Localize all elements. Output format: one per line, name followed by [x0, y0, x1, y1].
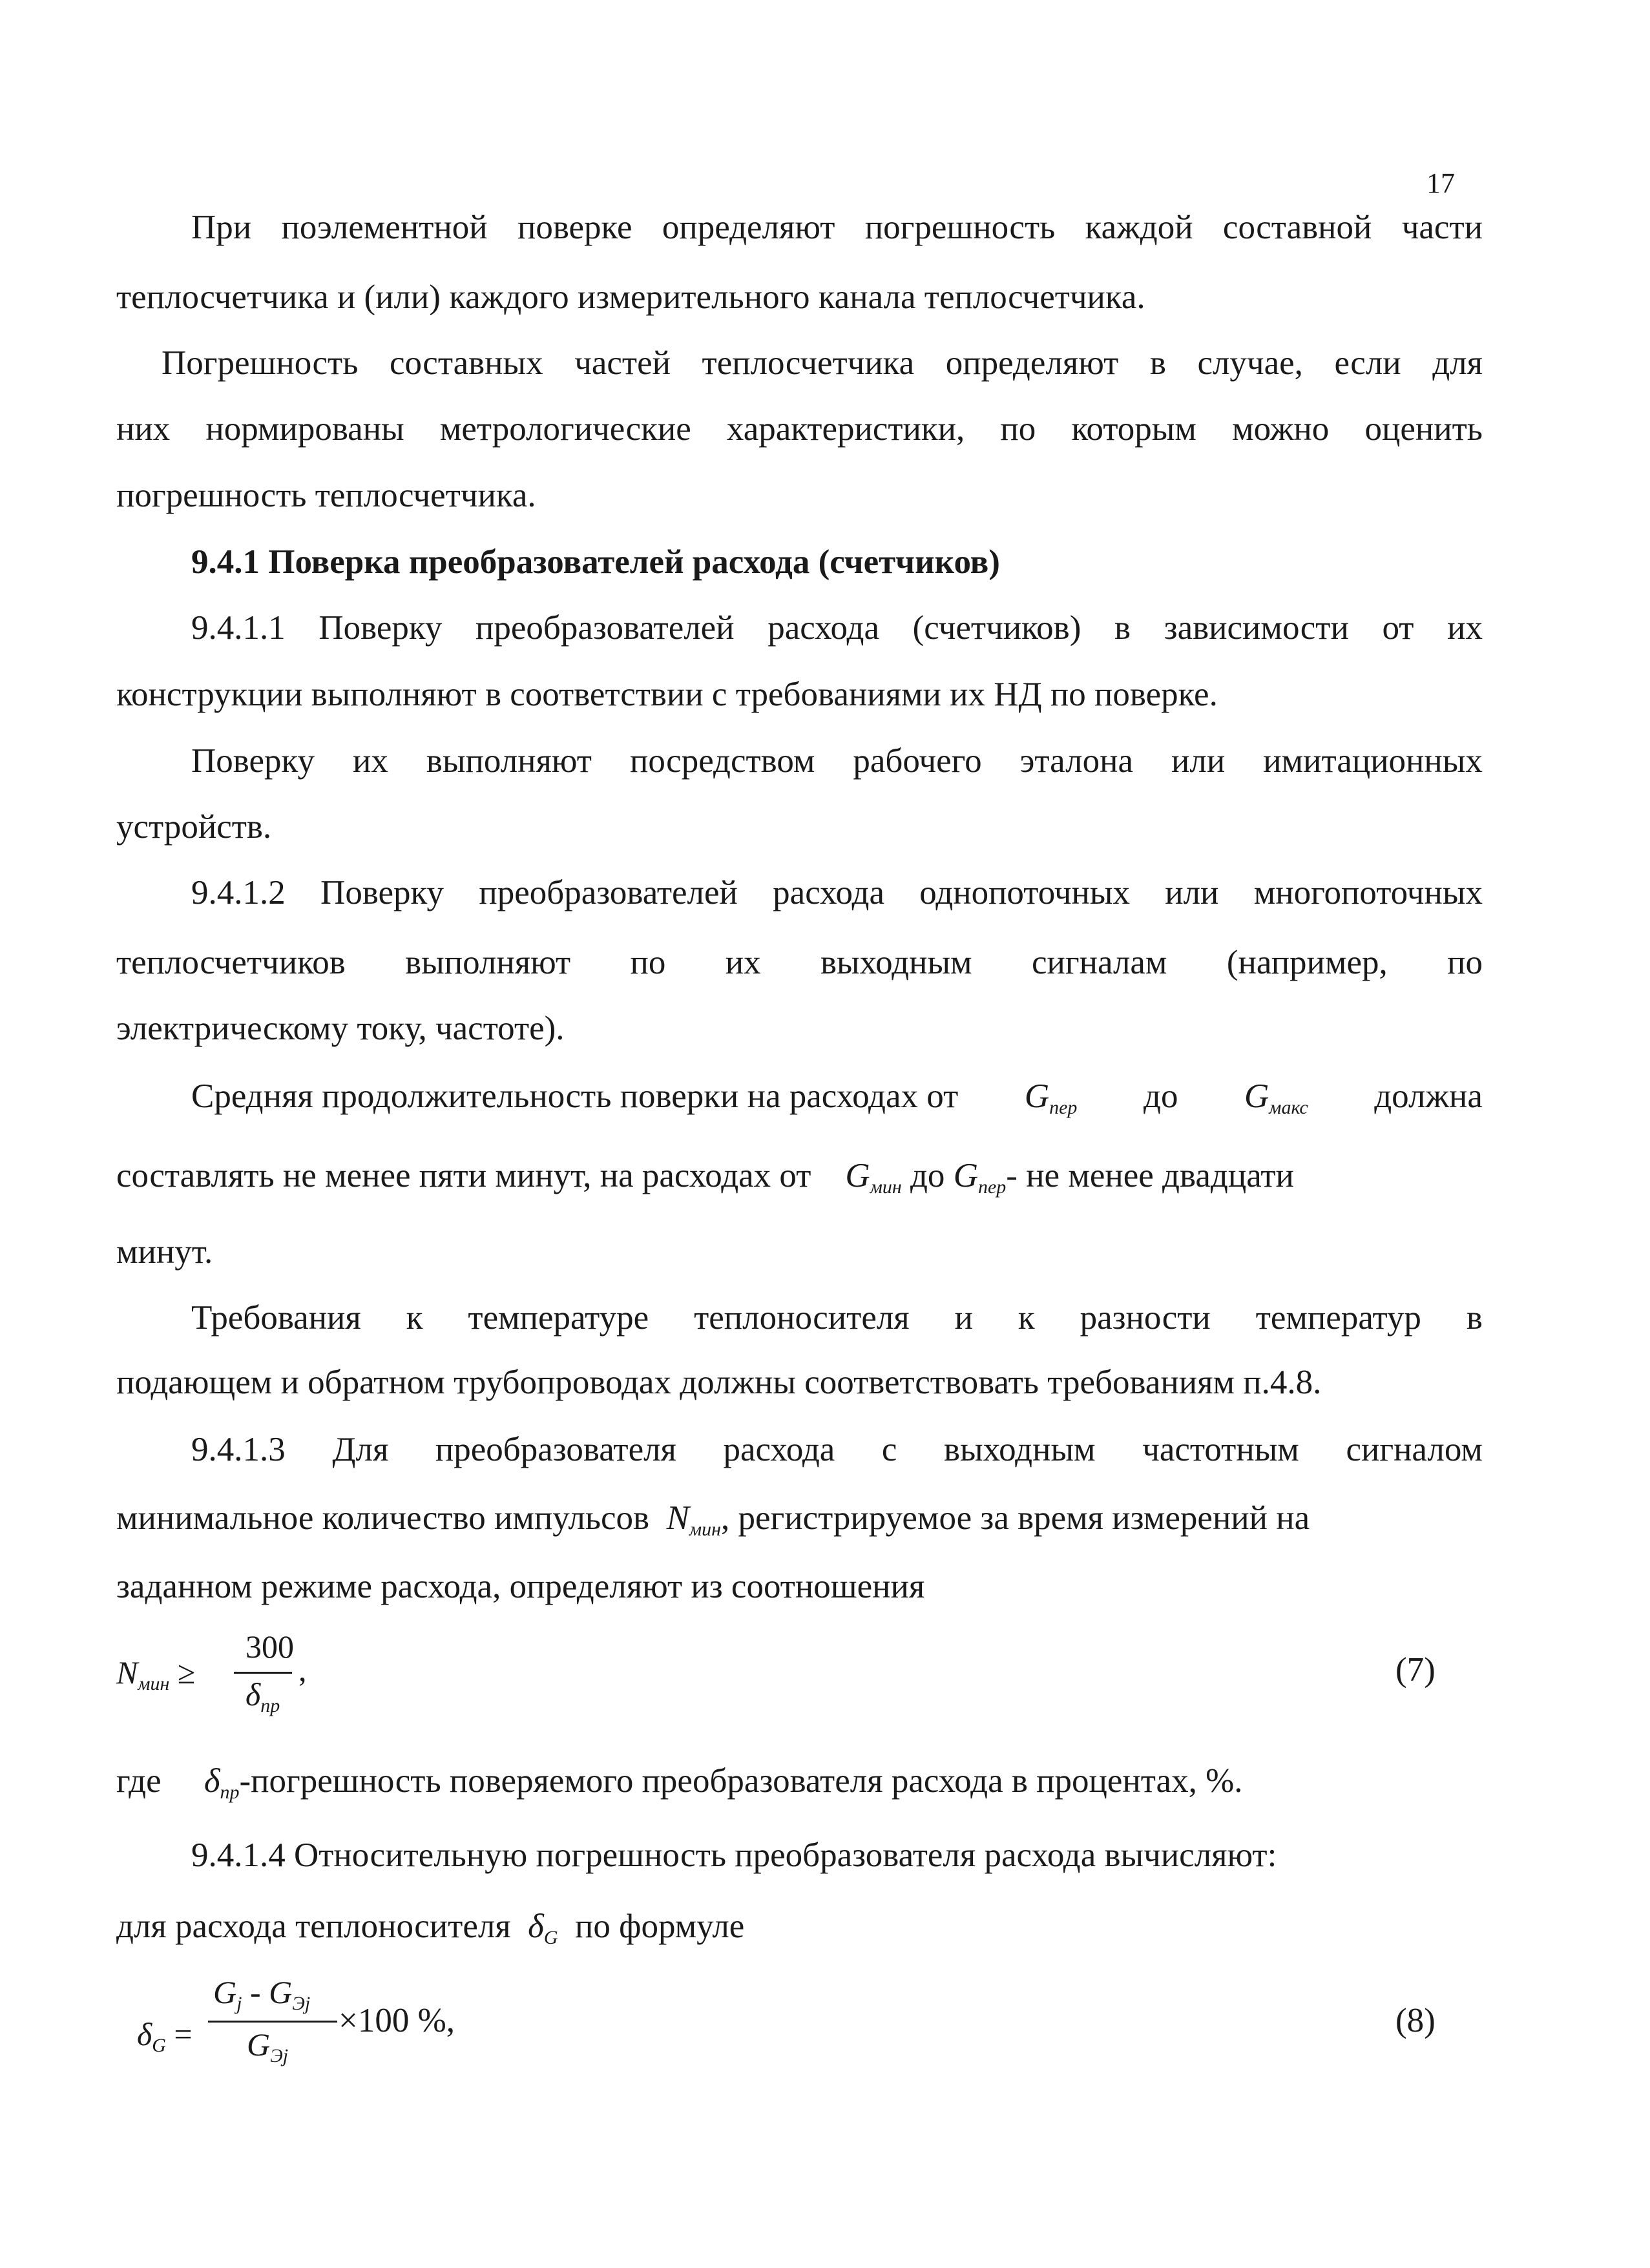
g-per-symbol-2 [953, 1157, 1007, 1198]
word: к [406, 1299, 423, 1337]
word: метрологические [439, 410, 691, 448]
subscript: мин [689, 1519, 721, 1540]
subscript: пр [260, 1695, 280, 1716]
symbol: G [953, 1157, 978, 1194]
word: 9.4.1.3 [191, 1431, 286, 1468]
symbol: - G [242, 1974, 293, 2010]
word: посредством [629, 742, 815, 780]
word: в [1149, 344, 1166, 382]
word: каждой [1085, 209, 1193, 246]
formula-7-tail: , [298, 1652, 307, 1688]
p2-line-3: погрешность теплосчетчика. [116, 477, 536, 514]
p5-line-2 [116, 942, 1483, 983]
word: расхода [773, 874, 884, 911]
word: где [116, 1762, 162, 1800]
page-number: 17 [1426, 167, 1455, 199]
word: и [954, 1299, 973, 1337]
word: теплосчетчиков [116, 944, 346, 981]
subscript: Эj [270, 2045, 289, 2066]
word: 9.4.1.2 [191, 874, 286, 911]
symbol: δ [528, 1908, 544, 1945]
word: поэлементной [281, 209, 488, 246]
symbol: G [213, 1974, 237, 2010]
equation-number-7: (7) [1395, 1651, 1436, 1689]
delta-g-symbol [528, 1908, 558, 1948]
word: (например, [1226, 944, 1388, 981]
word: которым [1071, 410, 1196, 448]
text-run: составлять не менее пяти минут, на расходах от [116, 1157, 811, 1194]
p6-line-1 [191, 1076, 1483, 1129]
word: по [1000, 410, 1036, 448]
p9-line-2 [116, 1906, 744, 1959]
word: частотным [1142, 1431, 1299, 1468]
word: теплосчетчика [702, 344, 915, 382]
p4-line-1 [191, 740, 1483, 782]
word: расхода [723, 1431, 835, 1468]
fraction-bar [208, 2021, 337, 2023]
formula-7-numerator: 300 [245, 1628, 294, 1665]
symbol: G [247, 2026, 271, 2063]
text-run: минимальное количество импульсов [116, 1499, 650, 1537]
word: случае, [1197, 344, 1303, 382]
subscript: макс [1269, 1097, 1308, 1118]
word: Погрешность [162, 344, 359, 382]
p9-line-1: 9.4.1.4 Относительную погрешность преобразователя расхода вычисляют: [191, 1836, 1277, 1874]
g-per-symbol [1025, 1076, 1078, 1129]
word: имитационных [1263, 742, 1483, 780]
g-min-symbol [845, 1157, 902, 1198]
word: для [1432, 344, 1483, 382]
word: с [881, 1431, 897, 1468]
word: разности [1080, 1299, 1211, 1337]
subscript: пер [977, 1176, 1007, 1198]
n-min-symbol [666, 1499, 721, 1540]
word: выполняют [405, 944, 571, 981]
word: части [1401, 209, 1483, 246]
formula-8-denominator [247, 2026, 288, 2067]
operator: = [174, 2016, 193, 2052]
word: эталона [1019, 742, 1134, 780]
word: по [630, 944, 666, 981]
word: характеристики, [726, 410, 965, 448]
word: или [1171, 742, 1226, 780]
word: до [1143, 1077, 1178, 1115]
word: их [1447, 609, 1483, 647]
formula-8-tail: ×100 %, [339, 2002, 455, 2039]
word: нормированы [205, 410, 404, 448]
symbol: δ [245, 1676, 261, 1712]
formula-7-denominator [245, 1676, 280, 1717]
p8-line-2 [116, 1497, 1310, 1550]
symbol: G [845, 1157, 870, 1194]
word: Поверку [320, 874, 444, 911]
word: выходным [944, 1431, 1096, 1468]
word: от [1382, 609, 1414, 647]
word: теплоносителя [694, 1299, 910, 1337]
word: 9.4.1.1 [191, 609, 286, 647]
word: расхода [768, 609, 879, 647]
g-max-symbol [1244, 1076, 1308, 1129]
word: их [353, 742, 388, 780]
subscript: пер [1049, 1097, 1078, 1118]
word: или [1165, 874, 1219, 911]
p8-line-1 [191, 1429, 1483, 1470]
p1-line-2: теплосчетчика и (или) каждого измерительного канала теплосчетчика. [116, 278, 1145, 316]
subscript: G [152, 2035, 166, 2056]
word: их [725, 944, 761, 981]
subscript: мин [870, 1176, 902, 1198]
p2-line-1 [162, 342, 1483, 384]
symbol: G [1024, 1077, 1050, 1115]
word: Требования [191, 1299, 361, 1337]
symbol: δ [204, 1762, 220, 1800]
text-run: , регистрируемое за время измерений на [720, 1499, 1310, 1537]
text-run: для расхода теплоносителя [116, 1908, 511, 1945]
word: преобразователя [435, 1431, 676, 1468]
word: Для [332, 1431, 389, 1468]
symbol: N [116, 1654, 138, 1691]
word: зависимости [1164, 609, 1349, 647]
p5-line-3: электрическому току, частоте). [116, 1010, 565, 1047]
p3-line-2: конструкции выполняют в соответствии с требованиями их НД по поверке. [116, 676, 1218, 713]
p6-line-2 [116, 1155, 1483, 1208]
subscript: мин [138, 1673, 170, 1694]
section-heading: 9.4.1 Поверка преобразователей расхода (счетчиков) [191, 543, 1000, 581]
word: Поверку [319, 609, 443, 647]
p2-line-2 [116, 408, 1483, 450]
word: температур [1255, 1299, 1421, 1337]
word: преобразователей [479, 874, 738, 911]
text-run: Средняя продолжительность поверки на расходах от [191, 1077, 959, 1115]
symbol: G [1244, 1077, 1269, 1115]
operator: ≥ [177, 1654, 196, 1691]
p4-line-2: устройств. [116, 808, 272, 846]
formula-8-lhs [137, 2015, 193, 2057]
equation-number-8: (8) [1395, 2002, 1436, 2039]
p8-line-3: заданном режиме расхода, определяют из соотношения [116, 1568, 925, 1605]
subscript: Эj [292, 1993, 311, 2014]
word: них [116, 410, 171, 448]
p3-line-1 [191, 607, 1483, 649]
word: выполняют [426, 742, 592, 780]
text-run: по формуле [574, 1908, 745, 1945]
word: погрешность [864, 209, 1056, 246]
word: (счетчиков) [912, 609, 1081, 647]
where-line [116, 1760, 1242, 1813]
subscript: пр [220, 1782, 240, 1803]
text-run: -погрешность поверяемого преобразователя расхода в процентах, %. [239, 1762, 1243, 1800]
subscript: G [543, 1927, 558, 1948]
word: поверке [517, 209, 632, 246]
formula-7-lhs [116, 1654, 195, 1695]
p5-line-1 [191, 872, 1483, 913]
word: если [1334, 344, 1401, 382]
p6-line-3: минут. [116, 1233, 213, 1271]
p7-line-2: подающем и обратном трубопроводах должны соответствовать требованиям п.4.8. [116, 1364, 1322, 1401]
word: сигналом [1346, 1431, 1483, 1468]
word: до [910, 1157, 945, 1194]
word: многопоточных [1253, 874, 1483, 911]
fraction-bar [234, 1672, 292, 1674]
word: в [1466, 1299, 1483, 1337]
word: рабочего [853, 742, 982, 780]
word: При [191, 209, 252, 246]
word: можно [1232, 410, 1330, 448]
p1-line-1 [191, 207, 1483, 248]
word: преобразователей [475, 609, 735, 647]
word: частей [574, 344, 671, 382]
word: оценить [1364, 410, 1483, 448]
word: к [1018, 1299, 1035, 1337]
word: определяют [662, 209, 835, 246]
word: Поверку [191, 742, 315, 780]
formula-8-numerator [213, 1973, 310, 2015]
subscript: j [236, 1993, 242, 2014]
word: температуре [468, 1299, 649, 1337]
word: выходным [820, 944, 972, 981]
word: однопоточных [919, 874, 1130, 911]
symbol: N [666, 1499, 689, 1537]
word: должна [1374, 1077, 1483, 1115]
word: составных [389, 344, 543, 382]
p7-line-1 [191, 1297, 1483, 1338]
word: определяют [945, 344, 1119, 382]
delta-pr-symbol [204, 1762, 240, 1803]
word: составной [1222, 209, 1372, 246]
text-run: - не менее двадцати [1006, 1157, 1294, 1194]
word: в [1114, 609, 1131, 647]
symbol: δ [137, 2016, 152, 2052]
word: сигналам [1031, 944, 1167, 981]
word: по [1447, 944, 1483, 981]
